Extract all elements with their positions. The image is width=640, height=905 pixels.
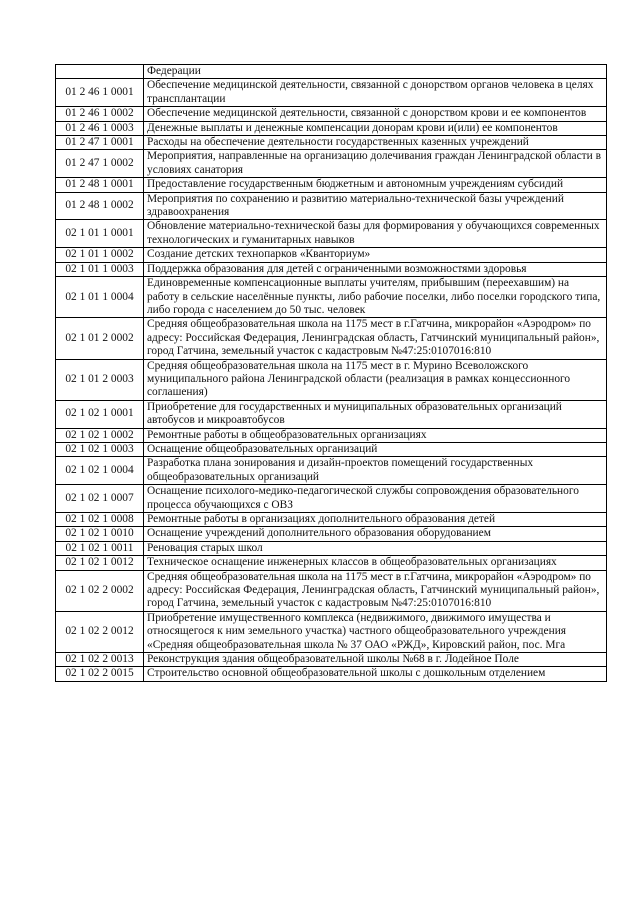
table-row bbox=[56, 570, 607, 611]
expense-description-cell: Разработка плана зонирования и дизайн-проектов помещений государственных общеобразовательных организаций bbox=[144, 457, 607, 485]
expense-description-cell: Федерации bbox=[144, 65, 607, 79]
expense-description-cell: Ремонтные работы в общеобразовательных организациях bbox=[144, 428, 607, 442]
expense-description-cell: Техническое оснащение инженерных классов в общеобразовательных организациях bbox=[144, 556, 607, 570]
table-row bbox=[56, 277, 607, 318]
expense-description-cell: Ремонтные работы в организациях дополнительного образования детей bbox=[144, 513, 607, 527]
table-row bbox=[56, 556, 607, 570]
table-row bbox=[56, 79, 607, 107]
table-row bbox=[56, 457, 607, 485]
budget-code-cell: 01 2 48 1 0002 bbox=[56, 192, 144, 220]
budget-code-cell: 02 1 01 1 0004 bbox=[56, 277, 144, 318]
table-row bbox=[56, 611, 607, 652]
budget-code-cell: 02 1 02 1 0010 bbox=[56, 527, 144, 541]
budget-code-cell: 01 2 46 1 0002 bbox=[56, 107, 144, 121]
budget-code-cell: 02 1 01 2 0002 bbox=[56, 318, 144, 359]
expense-description-cell: Оснащение общеобразовательных организаций bbox=[144, 442, 607, 456]
expense-description-cell: Средняя общеобразовательная школа на 1175 мест в г.Гатчина, микрорайон «Аэродром» по адресу: Российская Федерация, Ленинградская область, Гатчинский муниципальный район», город Гатчина, земельный участок с кадастровым №47:25:0107016:810 bbox=[144, 570, 607, 611]
expense-description-cell: Поддержка образования для детей с ограниченными возможностями здоровья bbox=[144, 262, 607, 276]
budget-classification-table bbox=[55, 64, 607, 682]
table-row bbox=[56, 248, 607, 262]
expense-description-cell: Обеспечение медицинской деятельности, связанной с донорством органов человека в целях трансплантации bbox=[144, 79, 607, 107]
expense-description-cell: Обновление материально-технической базы для формирования у обучающихся современных технологических и гуманитарных навыков bbox=[144, 220, 607, 248]
expense-description-cell: Обеспечение медицинской деятельности, связанной с донорством крови и ее компонентов bbox=[144, 107, 607, 121]
budget-code-cell: 02 1 02 1 0007 bbox=[56, 485, 144, 513]
expense-description-cell: Мероприятия по сохранению и развитию материально-технической базы учреждений здравоохранения bbox=[144, 192, 607, 220]
table-row bbox=[56, 262, 607, 276]
table-row bbox=[56, 107, 607, 121]
budget-code-cell: 01 2 47 1 0001 bbox=[56, 136, 144, 150]
budget-code-cell: 02 1 02 1 0008 bbox=[56, 513, 144, 527]
table-row bbox=[56, 150, 607, 178]
budget-code-cell: 02 1 02 1 0011 bbox=[56, 541, 144, 555]
table-row bbox=[56, 442, 607, 456]
budget-code-cell: 02 1 02 2 0013 bbox=[56, 653, 144, 667]
table-row bbox=[56, 220, 607, 248]
budget-code-cell: 02 1 02 1 0012 bbox=[56, 556, 144, 570]
expense-description-cell: Предоставление государственным бюджетным и автономным учреждениям субсидий bbox=[144, 178, 607, 192]
table-row bbox=[56, 513, 607, 527]
expense-description-cell: Средняя общеобразовательная школа на 1175 мест в г. Мурино Всеволожского муниципального района Ленинградской области (реализация в рамках концессионного соглашения) bbox=[144, 359, 607, 400]
budget-code-cell: 01 2 46 1 0003 bbox=[56, 121, 144, 135]
table-row bbox=[56, 121, 607, 135]
expense-description-cell: Реконструкция здания общеобразовательной школы №68 в г. Лодейное Поле bbox=[144, 653, 607, 667]
budget-code-cell: 02 1 02 1 0003 bbox=[56, 442, 144, 456]
expense-description-cell: Приобретение для государственных и муниципальных образовательных организаций автобусов и микроавтобусов bbox=[144, 400, 607, 428]
table-row bbox=[56, 65, 607, 79]
table-row bbox=[56, 527, 607, 541]
budget-code-cell: 02 1 02 2 0012 bbox=[56, 611, 144, 652]
budget-code-cell: 02 1 02 1 0001 bbox=[56, 400, 144, 428]
budget-code-cell bbox=[56, 65, 144, 79]
expense-description-cell: Приобретение имущественного комплекса (недвижимого, движимого имущества и относящегося к ним земельного участка) частного общеобразовательного учреждения «Средняя общеобразовательная школа № 37 ОАО «РЖД», Кировский район, пос. Мга bbox=[144, 611, 607, 652]
table-row bbox=[56, 359, 607, 400]
table-row bbox=[56, 178, 607, 192]
budget-code-cell: 02 1 02 2 0002 bbox=[56, 570, 144, 611]
budget-code-cell: 01 2 48 1 0001 bbox=[56, 178, 144, 192]
table-row bbox=[56, 667, 607, 681]
expense-description-cell: Денежные выплаты и денежные компенсации донорам крови и(или) ее компонентов bbox=[144, 121, 607, 135]
table-row bbox=[56, 192, 607, 220]
expense-description-cell: Расходы на обеспечение деятельности государственных казенных учреждений bbox=[144, 136, 607, 150]
table-body bbox=[56, 65, 607, 682]
budget-code-cell: 02 1 01 2 0003 bbox=[56, 359, 144, 400]
budget-code-cell: 01 2 46 1 0001 bbox=[56, 79, 144, 107]
expense-description-cell: Единовременные компенсационные выплаты учителям, прибывшим (переехавшим) на работу в сельские населённые пункты, либо рабочие поселки, либо поселки городского типа, либо города с населением до 50 тыс. человек bbox=[144, 277, 607, 318]
expense-description-cell: Реновация старых школ bbox=[144, 541, 607, 555]
budget-code-cell: 02 1 02 2 0015 bbox=[56, 667, 144, 681]
expense-description-cell: Мероприятия, направленные на организацию долечивания граждан Ленинградской области в условиях санатория bbox=[144, 150, 607, 178]
budget-code-cell: 02 1 01 1 0003 bbox=[56, 262, 144, 276]
table-row bbox=[56, 485, 607, 513]
expense-description-cell: Создание детских технопарков «Кванториум» bbox=[144, 248, 607, 262]
expense-description-cell: Средняя общеобразовательная школа на 1175 мест в г.Гатчина, микрорайон «Аэродром» по адресу: Российская Федерация, Ленинградская область, Гатчинский муниципальный район», город Гатчина, земельный участок с кадастровым №47:25:0107016:810 bbox=[144, 318, 607, 359]
table-row bbox=[56, 541, 607, 555]
table-row bbox=[56, 400, 607, 428]
table-row bbox=[56, 428, 607, 442]
budget-code-cell: 02 1 01 1 0001 bbox=[56, 220, 144, 248]
table-row bbox=[56, 653, 607, 667]
expense-description-cell: Оснащение учреждений дополнительного образования оборудованием bbox=[144, 527, 607, 541]
expense-description-cell: Строительство основной общеобразовательной школы с дошкольным отделением bbox=[144, 667, 607, 681]
table-row bbox=[56, 136, 607, 150]
expense-description-cell: Оснащение психолого-медико-педагогической службы сопровождения образовательного процесса обучающихся с ОВЗ bbox=[144, 485, 607, 513]
budget-code-cell: 01 2 47 1 0002 bbox=[56, 150, 144, 178]
budget-code-cell: 02 1 02 1 0002 bbox=[56, 428, 144, 442]
budget-code-cell: 02 1 01 1 0002 bbox=[56, 248, 144, 262]
budget-code-cell: 02 1 02 1 0004 bbox=[56, 457, 144, 485]
table-row bbox=[56, 318, 607, 359]
